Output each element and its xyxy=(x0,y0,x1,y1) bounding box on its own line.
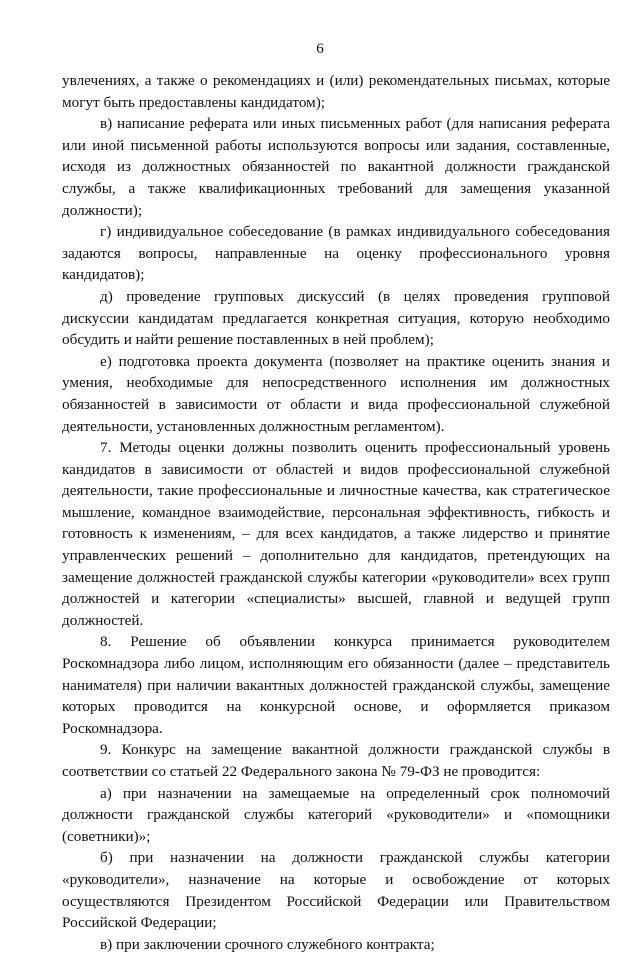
paragraph-section-7: 7. Методы оценки должны позволить оценить профессиональный уровень кандидатов в зависимости от областей и видов профессиональной служебной деятельности, такие профессиональные и личностные качества, как стратегическое мышление, командное взаимодействие, персональная эффективность, гибкость и готовность к изменениям, – для всех кандидатов, а также лидерство и принятие управленческих решений – дополнительно для кандидатов, претендующих на замещение должностей гражданской службы категории «руководители» всех групп должностей и категории «специалисты» высшей, главной и ведущей групп должностей. xyxy=(62,439,610,629)
paragraph-section-8: 8. Решение об объявлении конкурса принимается руководителем Роскомнадзора либо лицом, исполняющим его обязанности (далее – представитель нанимателя) при наличии вакантных должностей гражданской службы, замещение которых проводится на конкурсной основе, и оформляется приказом Роскомнадзора. xyxy=(62,633,610,737)
document-body xyxy=(62,70,610,955)
page-number: 6 xyxy=(316,41,324,57)
paragraph-item-g-interview: г) индивидуальное собеседование (в рамках индивидуального собеседования задаются вопросы, направленные на оценку профессионального уровня кандидатов); xyxy=(62,223,610,284)
paragraph-item-a-appointment: а) при назначении на замещаемые на определенный срок полномочий должности гражданской службы категорий «руководители» и «помощники (советники)»; xyxy=(62,784,610,845)
paragraph-item-v-fixed-contract: в) при заключении срочного служебного контракта; xyxy=(100,935,435,953)
paragraph-item-b-appointment: б) при назначении на должности гражданской службы категории «руководители», назначение на которые и освобождение от которых осуществляются Президентом Российской Федерации или Правительством Российской Федерации; xyxy=(62,849,610,932)
paragraph-item-d-group-discussion: д) проведение групповых дискуссий (в целях проведения групповой дискуссии кандидатам предлагается конкретная ситуация, которую необходимо обсудить и найти решение поставленных в ней проблем); xyxy=(62,287,610,349)
paragraph-item-e-document-draft: е) подготовка проекта документа (позволяет на практике оценить знания и умения, необходимые для непосредственного исполнения им должностных обязанностей в зависимости от области и вида профессиональной служебной деятельности, установленных должностным регламентом). xyxy=(62,352,610,435)
paragraph-continuation: увлечениях, а также о рекомендациях и (или) рекомендательных письмах, которые могут быть предоставлены кандидатом); xyxy=(62,72,610,111)
paragraph-item-v-essay: в) написание реферата или иных письменных работ (для написания реферата или иной письменной работы используются вопросы или задания, составленные, исходя из должностных обязанностей по вакантной должности гражданской службы, а также квалификационных требований для замещения указанной должности); xyxy=(62,115,610,219)
paragraph-section-9: 9. Конкурс на замещение вакантной должности гражданской службы в соответствии со статьей 22 Федерального закона № 79-ФЗ не проводится: xyxy=(62,741,610,780)
